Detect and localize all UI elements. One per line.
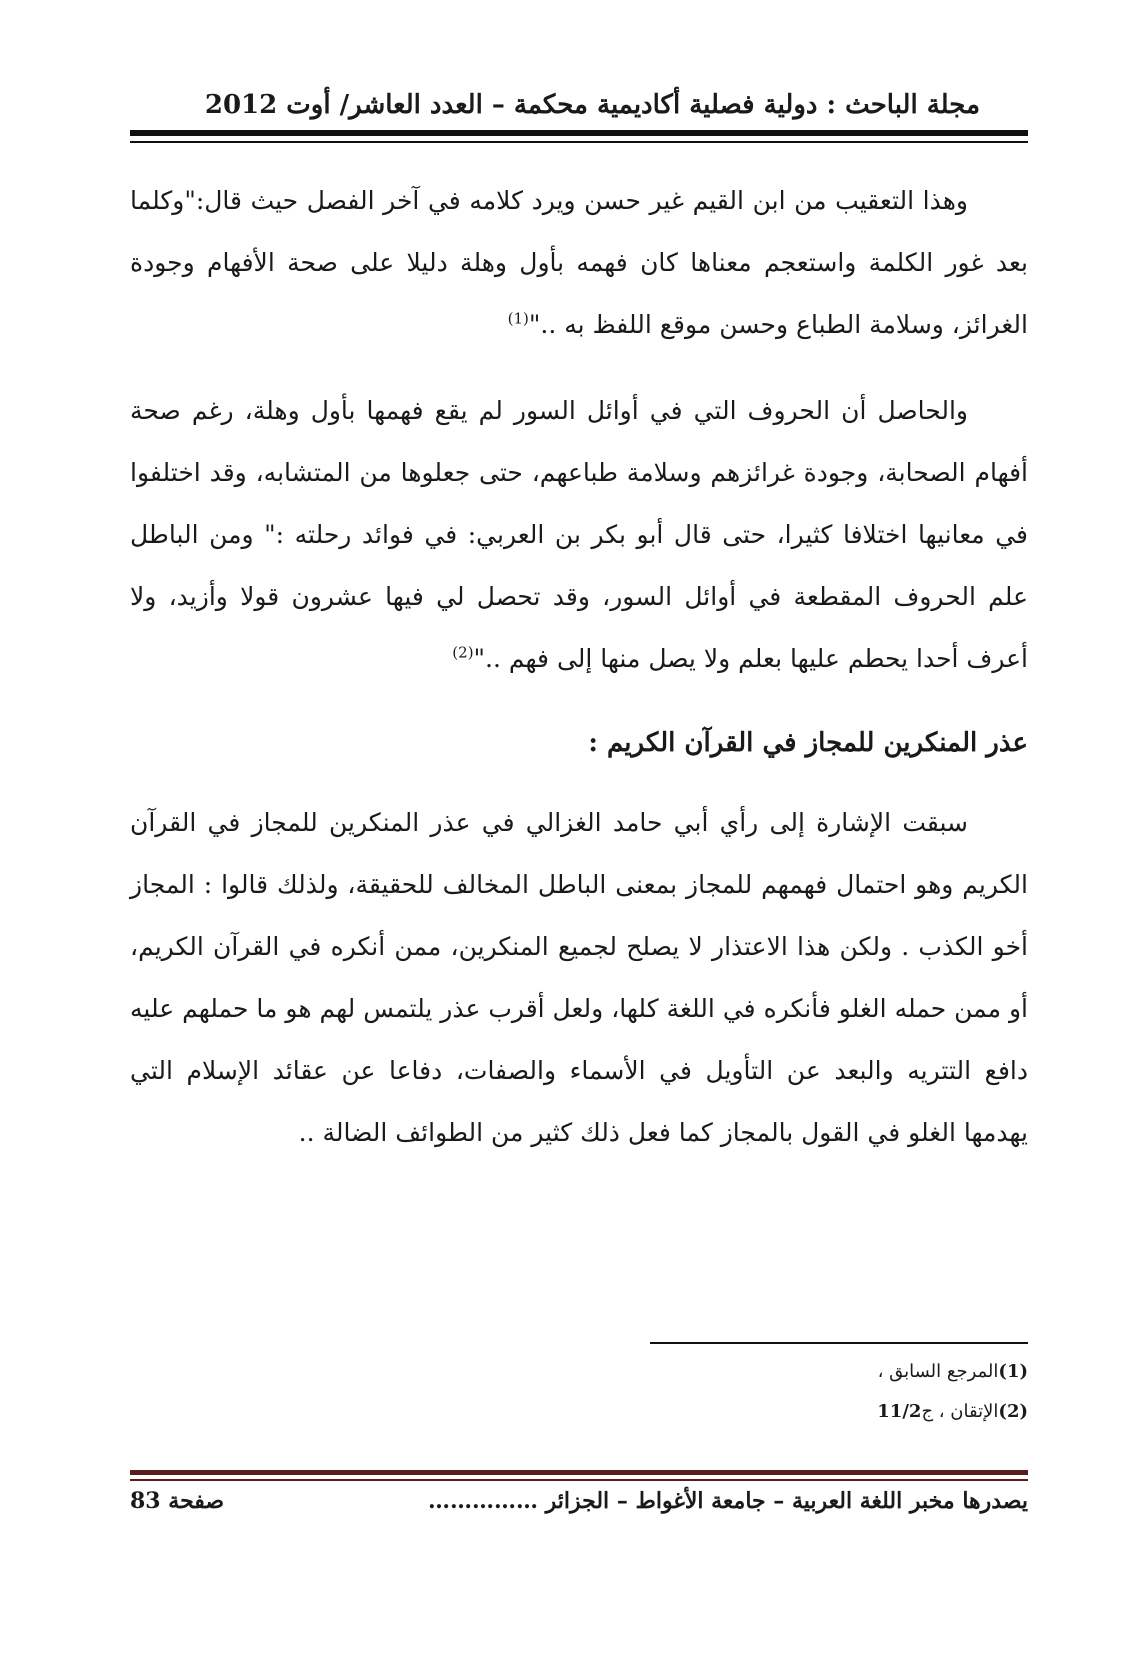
- footnote-volume-page: 11/2: [877, 1401, 922, 1422]
- page-footer: [130, 1488, 1028, 1528]
- footer-rule-thick: [130, 1470, 1028, 1475]
- paragraph-1-footnote-ref: (1): [507, 309, 529, 328]
- paragraph-2-text: والحاصل أن الحروف التي في أوائل السور لم يقع فهمها بأول وهلة، رغم صحة أفهام الصحابة، وجودة غرائزهم وسلامة طباعهم، حتى جعلوها من المتشابه، وقد اختلفوا في معانيها اختلافا كثيرا، حتى قال أبو بكر بن العربي: في فوائد رحلته :" ومن الباطل علم الحروف المقطعة في أوائل السور، وقد تحصل لي فيها عشرون قولا وأزيد، ولا أعرف أحدا يحطم عليها بعلم ولا يصل منها إلى فهم ..": [130, 396, 1028, 673]
- footnote-number: (2): [998, 1401, 1028, 1422]
- footnotes: [650, 1352, 1028, 1432]
- header-rule-thick: [130, 130, 1028, 136]
- paragraph-3: سبقت الإشارة إلى رأي أبي حامد الغزالي في عذر المنكرين للمجاز في القرآن الكريم وهو احتمال فهمهم للمجاز بمعنى الباطل المخالف للحقيقة، ولذلك قالوا : المجاز أخو الكذب . ولكن هذا الاعتذار لا يصلح لجميع المنكرين، ممن أنكره في القرآن الكريم، أو ممن حمله الغلو فأنكره في اللغة كلها، ولعل أقرب عذر يلتمس لهم هو ما حملهم عليه دافع التتريه والبعد عن التأويل في الأسماء والصفات، دفاعا عن عقائد الإسلام التي يهدمها الغلو في القول بالمجاز كما فعل ذلك كثير من الطوائف الضالة ..: [130, 808, 1028, 1147]
- footnote-number: (1): [998, 1361, 1028, 1382]
- header-rule-thin: [130, 141, 1028, 143]
- paragraph-2-footnote-ref: (2): [452, 643, 474, 662]
- paragraph-2: [130, 380, 1028, 690]
- footnote-text: المرجع السابق ،: [877, 1361, 999, 1382]
- paragraph-1: [130, 170, 1028, 356]
- section-heading: عذر المنكرين للمجاز في القرآن الكريم :: [588, 728, 1028, 758]
- article-body: [130, 170, 1028, 1164]
- footer-publisher: يصدرها مخبر اللغة العربية – جامعة الأغواط – الجزائر ……………: [427, 1488, 1028, 1514]
- paragraph-1-text: وهذا التعقيب من ابن القيم غير حسن ويرد كلامه في آخر الفصل حيث قال:"وكلما بعد غور الكلمة واستعجم معناها كان فهمه بأول وهلة دليلا على صحة الأفهام وجودة الغرائز، وسلامة الطباع وحسن موقع اللفظ به ..": [130, 186, 1028, 339]
- footnote-separator: [650, 1342, 1028, 1344]
- journal-header-title: مجلة الباحث : دولية فصلية أكاديمية محكمة – العدد العاشر/ أوت 2012: [204, 90, 980, 120]
- footnote-1: [650, 1352, 1028, 1392]
- footnote-text: الإتقان ، ج: [921, 1401, 999, 1422]
- footnote-2: [650, 1392, 1028, 1432]
- footer-rule-thin: [130, 1479, 1028, 1481]
- page-number: صفحة 83: [130, 1488, 225, 1514]
